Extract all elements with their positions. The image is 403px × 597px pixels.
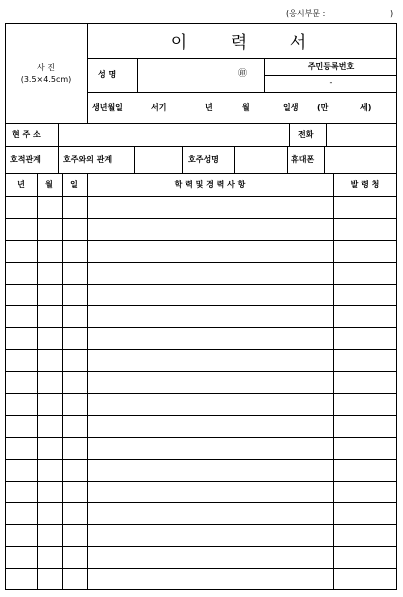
history-day-cell[interactable] — [63, 547, 86, 567]
history-day-cell[interactable] — [63, 306, 86, 326]
history-content-cell[interactable] — [88, 350, 332, 370]
history-month-cell[interactable] — [38, 525, 61, 545]
history-issuer-cell[interactable] — [334, 482, 396, 502]
mobile-label: 휴대폰 — [291, 155, 315, 164]
address-label: 현 주 소 — [12, 130, 41, 139]
history-year-cell[interactable] — [6, 328, 36, 348]
applicant-field-close: ) — [390, 9, 394, 18]
birth-age: (만 — [317, 103, 329, 112]
history-year-cell[interactable] — [6, 416, 36, 436]
mobile-field[interactable] — [326, 148, 395, 171]
history-content-cell[interactable] — [88, 285, 332, 305]
history-header-day: 일 — [70, 180, 78, 189]
history-issuer-cell[interactable] — [334, 394, 396, 414]
history-content-cell[interactable] — [88, 460, 332, 480]
title-char: 력 — [230, 33, 250, 53]
birth-month-unit: 월 — [242, 103, 250, 112]
history-year-cell[interactable] — [6, 547, 36, 567]
history-day-cell[interactable] — [63, 197, 86, 217]
history-month-cell[interactable] — [38, 503, 61, 523]
relation-field[interactable] — [136, 148, 180, 171]
history-day-cell[interactable] — [63, 372, 86, 392]
history-day-cell[interactable] — [63, 241, 86, 261]
history-day-cell[interactable] — [63, 438, 86, 458]
history-content-cell[interactable] — [88, 241, 332, 261]
birth-era: 서기 — [151, 103, 167, 112]
history-issuer-cell[interactable] — [334, 350, 396, 370]
history-year-cell[interactable] — [6, 569, 36, 589]
title-char: 이 — [170, 33, 190, 53]
history-day-cell[interactable] — [63, 503, 86, 523]
history-month-cell[interactable] — [38, 263, 61, 283]
history-year-cell[interactable] — [6, 197, 36, 217]
history-month-cell[interactable] — [38, 328, 61, 348]
history-month-cell[interactable] — [38, 306, 61, 326]
phone-label: 전화 — [298, 130, 314, 139]
history-issuer-cell[interactable] — [334, 460, 396, 480]
history-content-cell[interactable] — [88, 394, 332, 414]
history-day-cell[interactable] — [63, 350, 86, 370]
history-month-cell[interactable] — [38, 416, 61, 436]
history-day-cell[interactable] — [63, 569, 86, 589]
history-day-cell[interactable] — [63, 482, 86, 502]
history-year-cell[interactable] — [6, 438, 36, 458]
head-name-field[interactable] — [236, 148, 285, 171]
history-month-cell[interactable] — [38, 438, 61, 458]
history-month-cell[interactable] — [38, 219, 61, 239]
history-year-cell[interactable] — [6, 460, 36, 480]
history-content-cell[interactable] — [88, 263, 332, 283]
history-header-issuer: 발 령 청 — [350, 180, 380, 189]
history-content-cell[interactable] — [88, 197, 332, 217]
history-issuer-cell[interactable] — [334, 569, 396, 589]
seal-mark: ㊞ — [238, 69, 248, 79]
history-day-cell[interactable] — [63, 285, 86, 305]
history-content-cell[interactable] — [88, 416, 332, 436]
history-issuer-cell[interactable] — [334, 285, 396, 305]
history-content-cell[interactable] — [88, 569, 332, 589]
applicant-field-label: (응시부문 : — [286, 9, 326, 18]
birth-label: 생년월일 — [92, 103, 123, 112]
history-month-cell[interactable] — [38, 547, 61, 567]
history-header-month: 월 — [45, 180, 53, 189]
history-issuer-cell[interactable] — [334, 503, 396, 523]
history-day-cell[interactable] — [63, 263, 86, 283]
history-content-cell[interactable] — [88, 503, 332, 523]
history-month-cell[interactable] — [38, 372, 61, 392]
history-day-cell[interactable] — [63, 394, 86, 414]
history-issuer-cell[interactable] — [334, 547, 396, 567]
history-content-cell[interactable] — [88, 438, 332, 458]
history-month-cell[interactable] — [38, 569, 61, 589]
history-content-cell[interactable] — [88, 372, 332, 392]
history-year-cell[interactable] — [6, 285, 36, 305]
photo-size: (3.5×4.5cm) — [20, 75, 72, 84]
resident-id-separator: - — [329, 78, 333, 87]
history-issuer-cell[interactable] — [334, 328, 396, 348]
history-month-cell[interactable] — [38, 460, 61, 480]
history-content-cell[interactable] — [88, 482, 332, 502]
history-header-content: 학 력 및 경 력 사 항 — [174, 180, 246, 189]
history-month-cell[interactable] — [38, 197, 61, 217]
history-month-cell[interactable] — [38, 350, 61, 370]
history-content-cell[interactable] — [88, 306, 332, 326]
history-issuer-cell[interactable] — [334, 219, 396, 239]
history-year-cell[interactable] — [6, 372, 36, 392]
history-issuer-cell[interactable] — [334, 438, 396, 458]
resident-id-label: 주민등록번호 — [307, 62, 355, 71]
history-day-cell[interactable] — [63, 219, 86, 239]
history-year-cell[interactable] — [6, 503, 36, 523]
family-register-label: 호적관계 — [10, 155, 41, 164]
history-issuer-cell[interactable] — [334, 241, 396, 261]
history-day-cell[interactable] — [63, 525, 86, 545]
history-day-cell[interactable] — [63, 328, 86, 348]
name-field[interactable] — [139, 60, 235, 90]
resident-id-field[interactable] — [266, 77, 395, 90]
history-month-cell[interactable] — [38, 241, 61, 261]
birth-day-unit: 일생 — [283, 103, 299, 112]
history-year-cell[interactable] — [6, 350, 36, 370]
history-month-cell[interactable] — [38, 482, 61, 502]
birth-age-unit: 세) — [360, 103, 372, 112]
history-issuer-cell[interactable] — [334, 306, 396, 326]
address-field[interactable] — [60, 125, 287, 144]
photo-label: 사 진 — [37, 63, 55, 72]
name-label: 성 명 — [98, 70, 117, 79]
history-content-cell[interactable] — [88, 219, 332, 239]
history-content-cell[interactable] — [88, 525, 332, 545]
history-issuer-cell[interactable] — [334, 263, 396, 283]
title-char: 서 — [289, 33, 309, 53]
relation-label: 호주와의 관계 — [63, 155, 113, 164]
history-year-cell[interactable] — [6, 306, 36, 326]
history-issuer-cell[interactable] — [334, 372, 396, 392]
head-name-label: 호주성명 — [188, 155, 219, 164]
history-year-cell[interactable] — [6, 482, 36, 502]
history-day-cell[interactable] — [63, 416, 86, 436]
history-content-cell[interactable] — [88, 328, 332, 348]
history-day-cell[interactable] — [63, 460, 86, 480]
history-year-cell[interactable] — [6, 263, 36, 283]
history-year-cell[interactable] — [6, 241, 36, 261]
history-header-year: 년 — [17, 180, 25, 189]
birth-year-unit: 년 — [205, 103, 213, 112]
history-year-cell[interactable] — [6, 525, 36, 545]
history-issuer-cell[interactable] — [334, 416, 396, 436]
phone-field[interactable] — [328, 125, 395, 144]
history-issuer-cell[interactable] — [334, 197, 396, 217]
history-issuer-cell[interactable] — [334, 525, 396, 545]
history-content-cell[interactable] — [88, 547, 332, 567]
history-month-cell[interactable] — [38, 394, 61, 414]
history-month-cell[interactable] — [38, 285, 61, 305]
history-year-cell[interactable] — [6, 219, 36, 239]
history-year-cell[interactable] — [6, 394, 36, 414]
